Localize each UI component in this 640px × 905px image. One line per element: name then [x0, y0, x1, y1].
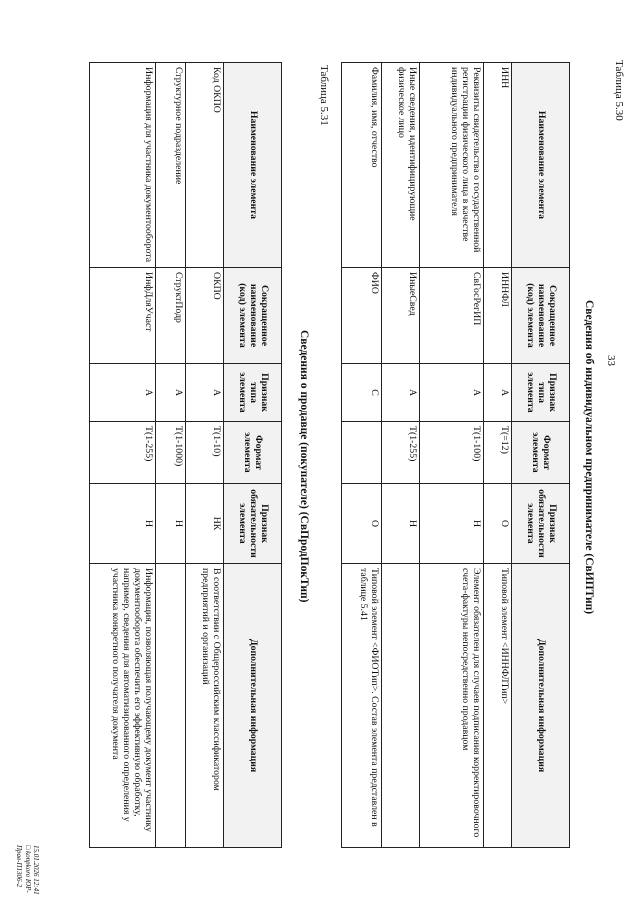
table-row: [484, 63, 512, 848]
table-cell: А: [382, 364, 420, 422]
table-cell: Иные сведения, идентифицирующие физическое лицо: [382, 63, 420, 268]
table-cell: Т(=12): [484, 422, 512, 484]
table-row: [156, 63, 186, 848]
document-footer: [15, 845, 40, 905]
table-cell: Код ОКПО: [186, 63, 224, 268]
table-cell: ИННФЛ: [484, 268, 512, 364]
table-cell: Н: [420, 484, 484, 564]
table-cell: Реквизиты свидетельства о государственной регистрации физического лица в качестве индивидуального предпринимателя: [420, 63, 484, 268]
table-cell: НК: [186, 484, 224, 564]
table-cell: Типовой элемент <ФИОТип>. Состав элемента представлен в таблице 5.41: [342, 564, 382, 848]
table-cell: [156, 564, 186, 848]
table-cell: В соответствии с Общероссийским классификатором предприятий и организаций: [186, 564, 224, 848]
header-cell: Дополнительная информация: [224, 564, 282, 848]
table-cell: О: [342, 484, 382, 564]
table-cell: ИНН: [484, 63, 512, 268]
table-5-31: [89, 62, 282, 848]
header-cell: Признак типа элемента: [512, 364, 570, 422]
table-5-31-label: Таблица 5.31: [318, 65, 330, 126]
header-cell: Сокращенное наименование (код) элемента: [224, 268, 282, 364]
table-5-31-caption: Сведения о продавце (покупателе) (СвПродПокТип): [298, 330, 310, 603]
table-cell: А: [90, 364, 156, 422]
header-cell: Признак обязательности элемента: [512, 484, 570, 564]
header-cell: Наименование элемента: [224, 63, 282, 268]
table-cell: СвГосРегИП: [420, 268, 484, 364]
table-cell: Структурное подразделение: [156, 63, 186, 268]
table-cell: Информация для участника документооборота: [90, 63, 156, 268]
table-cell: Т(1-100): [420, 422, 484, 484]
table-row: [90, 63, 156, 848]
header-cell: Наименование элемента: [512, 63, 570, 268]
table-cell: ОКПО: [186, 268, 224, 364]
table-row: [342, 63, 382, 848]
header-cell: Признак типа элемента: [224, 364, 282, 422]
header-cell: Сокращенное наименование (код) элемента: [512, 268, 570, 364]
page-number: 33: [605, 355, 617, 366]
table-cell: Т(1-10): [186, 422, 224, 484]
table-row: [420, 63, 484, 848]
table-cell: С: [342, 364, 382, 422]
table-cell: А: [156, 364, 186, 422]
table-row: [186, 63, 224, 848]
table-header-row: [224, 63, 282, 848]
table-cell: Элемент обязателен для случаев подписания корректировочного счета-фактуры непосредственно продавцом: [420, 564, 484, 848]
table-cell: Н: [156, 484, 186, 564]
header-cell: Формат элемента: [224, 422, 282, 484]
table-cell: Н: [382, 484, 420, 564]
table-cell: СтруктПодр: [156, 268, 186, 364]
table-cell: Т(1-255): [382, 422, 420, 484]
footer-document-code: □ konpkoro ЮР-Прав-П1306-2: [15, 845, 32, 893]
table-cell: О: [484, 484, 512, 564]
header-cell: Признак обязательности элемента: [224, 484, 282, 564]
table-cell: [342, 422, 382, 484]
table-cell: ИнфДляУчаст: [90, 268, 156, 364]
table-cell: [382, 564, 420, 848]
table-cell: Н: [90, 484, 156, 564]
table-5-30: [341, 62, 570, 848]
table-5-30-caption: Сведения об индивидуальном предпринимателе (СвИПТип): [583, 300, 595, 615]
table-row: [382, 63, 420, 848]
table-cell: Т(1-1000): [156, 422, 186, 484]
header-cell: Формат элемента: [512, 422, 570, 484]
table-cell: Информация, позволяющая получающему документ участнику документооборота обеспечить его эффективную обработку, например, сведения для автоматизированного определения у участника конкретного получателя документа: [90, 564, 156, 848]
table-5-30-label: Таблица 5.30: [613, 60, 625, 121]
header-cell: Дополнительная информация: [512, 564, 570, 848]
table-cell: А: [186, 364, 224, 422]
table-cell: Фамилия, имя, отчество: [342, 63, 382, 268]
table-cell: Типовой элемент <ИННФЛТип>: [484, 564, 512, 848]
table-cell: ФИО: [342, 268, 382, 364]
table-cell: ИныеСвед: [382, 268, 420, 364]
table-cell: Т(1-255): [90, 422, 156, 484]
table-header-row: [512, 63, 570, 848]
table-cell: А: [420, 364, 484, 422]
footer-timestamp: 15.01.2026 12:41: [32, 845, 40, 895]
table-cell: А: [484, 364, 512, 422]
